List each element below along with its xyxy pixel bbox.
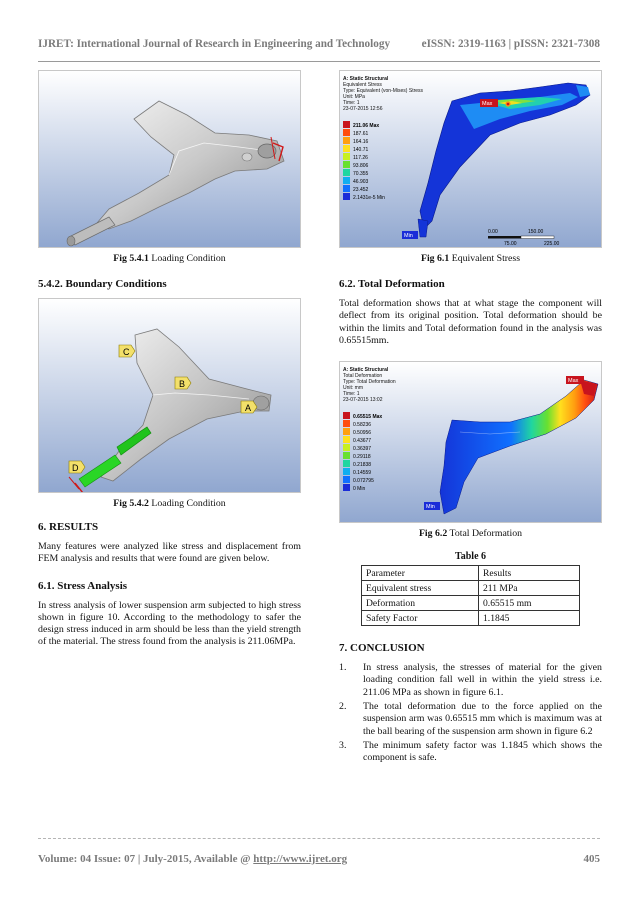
equivalent-stress-image (340, 71, 602, 248)
legend-swatch (343, 476, 350, 483)
issn-numbers: eISSN: 2319-1163 | pISSN: 2321-7308 (421, 38, 600, 50)
table-cell: 1.1845 (479, 611, 580, 626)
legend-swatch (343, 185, 350, 192)
table-header-cell: Results (479, 566, 580, 581)
page-footer (38, 853, 600, 865)
legend-label: 0.21838 (353, 462, 372, 469)
section-6-1-paragraph: In stress analysis of lower suspension arm subjected to high stress shown in figure 10. According to the methodology to safer the design stress induced in arm should be less than the yield strength of the material. The stress found from the analysis is 211.06MPa. (38, 599, 301, 648)
legend-label: 0.29118 (353, 454, 371, 461)
legend-label: 23.452 (353, 187, 369, 193)
table-cell: Safety Factor (362, 611, 479, 626)
min-tag (424, 502, 440, 510)
table-cell: Equivalent stress (362, 581, 479, 596)
legend-label: 0.65515 Max (353, 414, 383, 421)
legend-label: 0.14559 (353, 470, 372, 477)
legend-label: 0.36397 (353, 446, 372, 453)
legend-swatch (343, 169, 350, 176)
table-header-row (362, 566, 580, 581)
total-deformation-image (340, 362, 602, 523)
left-column (38, 70, 301, 649)
journal-name: IJRET: International Journal of Research in Engineering and Technology (38, 38, 391, 50)
page-number: 405 (583, 853, 600, 865)
svg-text:Equivalent Stress: Equivalent Stress (343, 82, 382, 88)
figure-5-4-2-caption: Fig 5.4.2 Loading Condition (113, 498, 226, 509)
svg-text:Unit: MPa: Unit: MPa (343, 94, 365, 100)
svg-text:225.00: 225.00 (544, 241, 560, 247)
legend-swatch (343, 460, 350, 467)
section-5-4-2-heading: 5.4.2. Boundary Conditions (38, 278, 167, 290)
table-6-title: Table 6 (454, 551, 487, 563)
figure-6-1 (339, 70, 602, 248)
svg-text:0.00: 0.00 (488, 229, 498, 235)
svg-text:C: C (123, 347, 130, 357)
results-table (361, 565, 580, 626)
legend-label: 0.072795 (353, 478, 374, 485)
svg-text:D: D (72, 463, 79, 473)
legend-label: 140.71 (353, 147, 369, 153)
journal-link[interactable]: http://www.ijret.org (253, 853, 348, 865)
legend-swatch (343, 193, 350, 200)
legend-label: 0.43677 (353, 438, 372, 445)
svg-text:Type: Equivalent (von-Mises) S: Type: Equivalent (von-Mises) Stress (343, 88, 424, 94)
table-cell: 0.65515 mm (479, 596, 580, 611)
legend-label: 0.50956 (353, 430, 372, 437)
legend-swatch (343, 161, 350, 168)
legend-swatch (343, 428, 350, 435)
figure-5-4-1 (38, 70, 301, 248)
legend-label: 0 Min (353, 486, 366, 493)
legend-label: 211.06 Max (353, 123, 380, 129)
list-item: 1. In stress analysis, the stresses of material for the given loading condition fall well in within the yield stress i.e. 211.06 MPa as shown in figure 6.1. (339, 662, 602, 698)
svg-text:150.00: 150.00 (528, 229, 544, 235)
right-column (339, 70, 602, 767)
section-7-heading: 7. CONCLUSION (339, 642, 425, 655)
page-header (38, 38, 600, 50)
max-tag (566, 376, 584, 384)
svg-text:75.00: 75.00 (504, 241, 517, 247)
table-cell: Deformation (362, 596, 479, 611)
legend-swatch (343, 129, 350, 136)
footer-divider (38, 838, 600, 839)
figure-5-4-2 (38, 298, 301, 493)
volume-info: Volume: 04 Issue: 07 | July-2015, Available @ (38, 853, 254, 865)
table-row (362, 596, 580, 611)
svg-text:B: B (179, 379, 186, 389)
legend-swatch (343, 436, 350, 443)
table-row (362, 611, 580, 626)
legend-swatch (343, 412, 350, 419)
svg-text:Max: Max (482, 101, 493, 107)
svg-text:Total Deformation: Total Deformation (343, 373, 383, 380)
svg-text:Max: Max (568, 378, 579, 385)
legend-swatch (343, 177, 350, 184)
svg-text:A: A (245, 403, 252, 413)
max-tag (480, 99, 498, 107)
svg-text:Time: 1: Time: 1 (343, 100, 360, 106)
table-cell: 211 MPa (479, 581, 580, 596)
loading-condition-image (39, 71, 301, 248)
svg-text:Time: 1: Time: 1 (343, 391, 360, 398)
svg-text:Type: Total Deformation: Type: Total Deformation (343, 379, 396, 386)
legend-swatch (343, 468, 350, 475)
legend-label: 0.58236 (353, 422, 372, 429)
legend-label: 164.16 (353, 139, 369, 145)
legend-swatch (343, 137, 350, 144)
svg-text:23-07-2015 12:56: 23-07-2015 12:56 (343, 106, 383, 112)
legend-swatch (343, 153, 350, 160)
legend-label: 187.61 (353, 131, 369, 137)
legend-swatch (343, 444, 350, 451)
svg-text:Unit: mm: Unit: mm (343, 385, 363, 392)
svg-text:23-07-2015 13:02: 23-07-2015 13:02 (343, 397, 383, 404)
section-6-paragraph: Many features were analyzed like stress and displacement from FEM analysis and results that were found are given below. (38, 541, 301, 565)
legend-swatch (343, 121, 350, 128)
table-row (362, 581, 580, 596)
legend-label: 46.903 (353, 179, 369, 185)
legend-label: 93.806 (353, 163, 369, 169)
section-6-heading: 6. RESULTS (38, 521, 99, 533)
figure-6-2-caption: Fig 6.2 Total Deformation (418, 528, 523, 540)
legend-label: 2.1431e-5 Min (353, 195, 385, 201)
legend-label: 70.355 (353, 171, 369, 177)
svg-text:A: Static Structural: A: Static Structural (343, 367, 389, 374)
list-item: 3. The minimum safety factor was 1.1845 which shows the component is safe. (339, 739, 602, 764)
boundary-condition-image (39, 299, 301, 493)
svg-text:Min: Min (426, 504, 435, 511)
legend-swatch (343, 452, 350, 459)
min-tag (402, 231, 418, 239)
figure-5-4-1-caption: Fig 5.4.1 Loading Condition (113, 253, 226, 264)
list-item: 2. The total deformation due to the force applied on the suspension arm was 0.65515 mm which is maximum was at the ball bearing of the suspension arm shown in figure 6.2 (339, 701, 602, 737)
table-header-cell: Parameter (362, 566, 479, 581)
figure-6-1-caption: Fig 6.1 Equivalent Stress (420, 253, 521, 264)
conclusion-list (339, 662, 602, 764)
svg-text:Min: Min (404, 233, 413, 239)
svg-text:A: Static Structural: A: Static Structural (343, 76, 389, 82)
legend-swatch (343, 145, 350, 152)
legend-swatch (343, 484, 350, 491)
section-6-2-heading: 6.2. Total Deformation (339, 278, 445, 290)
header-divider (38, 61, 600, 62)
figure-6-2 (339, 361, 602, 523)
section-6-1-heading: 6.1. Stress Analysis (38, 579, 128, 592)
legend-label: 117.26 (353, 155, 368, 161)
legend-swatch (343, 420, 350, 427)
section-6-2-paragraph: Total deformation shows that at what stage the component will deflect from its original position. Total deformation should be within the limits and Total deformation found in the analysis was 0.65515mm. (339, 298, 602, 346)
